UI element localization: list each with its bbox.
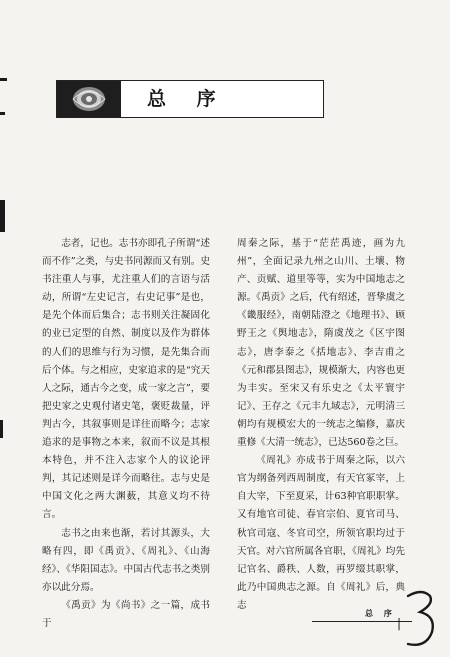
heading-banner xyxy=(56,80,324,118)
running-footer-title: 总 序 xyxy=(365,608,396,618)
ornament-seal-icon xyxy=(68,84,110,114)
paragraph: 《周礼》亦成书于周秦之际，以六官为纲备列西周制度，有天官冢宰，上自大宰，下至夏采，计63种官职职掌。又有地官司徒、春官宗伯、夏官司马、秋官司寇、冬官司空，所领官职均过于天官。对六官所属各官职，《周礼》均先记官名、爵秩、人数，再罗缀其职掌，此乃中国典志之源。自《周礼》后，典志 xyxy=(237,455,405,611)
text-column-right xyxy=(237,235,405,615)
handwritten-page-number-icon xyxy=(402,588,438,652)
banner-emblem-block xyxy=(57,81,121,117)
scan-edge-mark xyxy=(0,200,5,232)
paragraph: 志者，记也。志书亦即孔子所谓“述而不作”之类，与史书同源而又有别。史书注重人与事，尤注重人们的言语与活动，所谓“左史记言，右史记事”是也，是先个体而后集合；志书则关注凝固化的业已定型的自然、制度以及作为群体的人们的思维与行为习惯，是先集合而后个体。与之相应，史家追求的是“究天人之际，通古今之变，成一家之言”，要把史家之史观付诸史笔，褒贬裁量，评判古今，其叙事则是详往而略今；志家追求的是事物之本来，叙而不议是其根本特色，并不注入志家个人的议论评判，其记述则是详今而略往。志与史是中国文化之两大渊薮，其意义均不待言。 xyxy=(42,238,210,521)
scan-edge-mark xyxy=(0,112,5,115)
page-marker: | xyxy=(397,616,402,630)
scan-edge-mark xyxy=(0,78,7,81)
text-column-left xyxy=(42,235,210,633)
page-title: 总 序 xyxy=(147,88,228,110)
paragraph-continued: 周秦之际，基于“茫茫禹迹，画为九州”，全面记录九州之山川、土壤、物产、贡赋、道里等等，实为中国地志之源。《禹贡》之后，代有绍述，晋挚虞之《畿服经》，南朝陆澄之《地理书》、顾野王之《舆地志》，隋虞茂之《区宇图志》，唐李泰之《括地志》、李吉甫之《元和郡县图志》，规模渐大，内容也更为丰实。至宋又有乐史之《太平寰宇记》、王存之《元丰九域志》，元明清三朝均有规模宏大的一统志之编修，嘉庆重修《大清一统志》，已达560卷之巨。 xyxy=(237,238,405,449)
scan-edge-mark xyxy=(0,420,3,438)
paragraph: 《禹贡》为《尚书》之一篇，成书于 xyxy=(42,599,210,629)
paragraph: 志书之由来也渐，若讨其源头，大略有四，即《禹贡》、《周礼》、《山海经》、《华阳国志》。中国古代志书之类别亦以此分焉。 xyxy=(42,527,210,593)
